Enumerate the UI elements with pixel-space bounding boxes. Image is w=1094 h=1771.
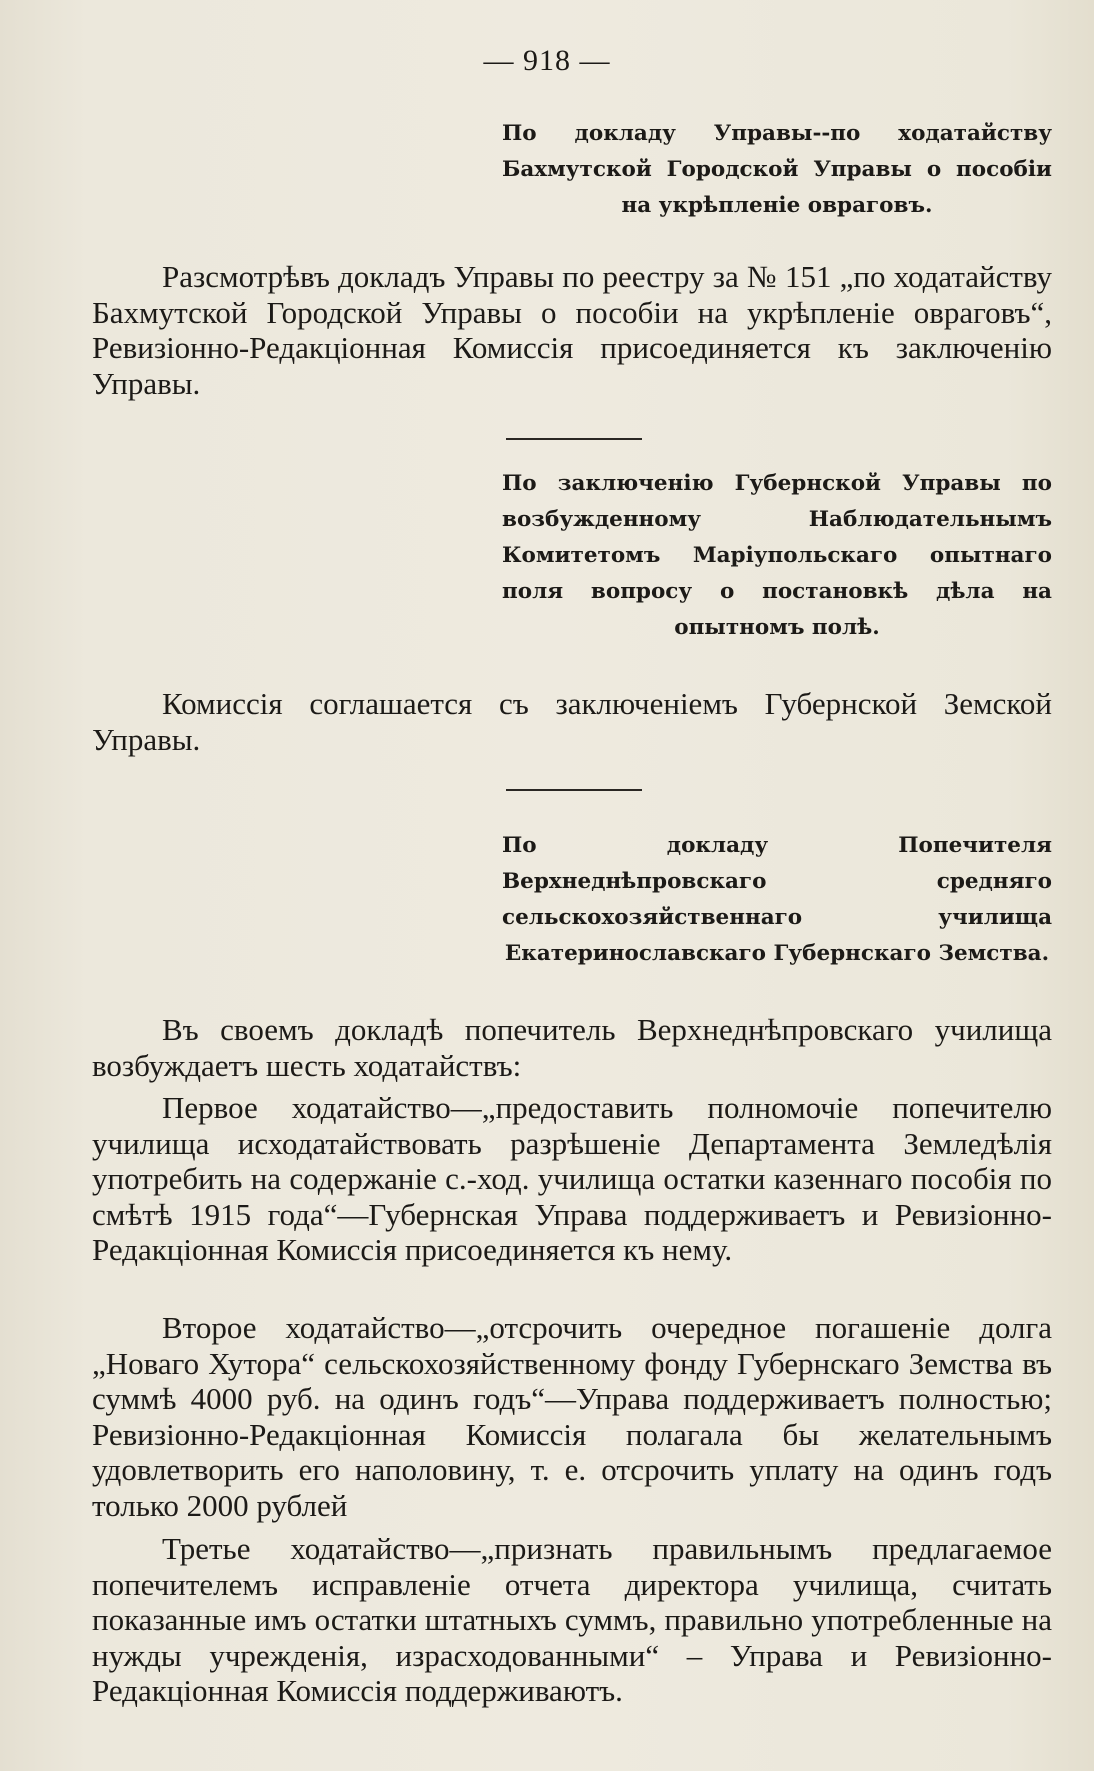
section-1-paragraph-1: Разсмотрѣвъ докладъ Управы по реестру за № 151 „по ходатайству Бахмутской Городской Управы о пособіи на укрѣпленіе овраговъ“, Ревизіонно-Редакціонная Комиссія присоединяется къ заключенію Управы. [92,259,1052,401]
section-3-paragraph-3: Второе ходатайство—„отсрочить очередное погашеніе долга „Новаго Хутора“ сельскохозяйственному фонду Губернскаго Земства въ суммѣ 4000 руб. на одинъ годъ“—Управа поддерживаетъ полностью; Ревизіонно-Редакціонная Комиссія полагала бы желательнымъ удовлетворить его наполовину, т. е. отсрочить уплату на одинъ годъ только 2000 рублей [92,1310,1052,1523]
section-3-paragraph-2: Первое ходатайство—„предоставить полномочіе попечителю училища исходатайствовать разрѣшеніе Департамента Земледѣлія употребить на содержаніе с.-ход. училища остатки казеннаго пособія по смѣтѣ 1915 года“—Губернская Управа поддерживаетъ и Ревизіонно-Редакціонная Комиссія присоединяется къ нему. [92,1090,1052,1267]
section-divider-2 [506,789,642,791]
section-2-paragraph-1: Комиссія соглашается съ заключеніемъ Губернской Земской Управы. [92,686,1052,757]
section-heading-3: По докладу Попечителя Верхнеднѣпровскаго средняго сельскохозяйственнаго училища Екатеринославскаго Губернскаго Земства. [502,833,1052,966]
page-number: — 918 — [483,44,611,77]
section-divider-1 [506,438,642,440]
section-3-paragraph-4: Третье ходатайство—„признать правильнымъ предлагаемое попечителемъ исправленіе отчета директора училища, считать показанные имъ остатки штатныхъ суммъ, правильно употребленные на нужды учрежденія, израсходованными“ – Управа и Ревизіонно-Редакціонная Комиссія поддерживаютъ. [92,1531,1052,1708]
section-3-paragraph-1: Въ своемъ докладѣ попечитель Верхнеднѣпровскаго училища возбуждаетъ шесть ходатайствъ: [92,1012,1052,1083]
section-heading-2: По заключенію Губернской Управы по возбужденному Наблюдательнымъ Комитетомъ Маріупольскаго опытнаго поля вопросу о постановкѣ дѣла на опытномъ полѣ. [502,471,1052,640]
section-heading-1: По докладу Управы--по ходатайству Бахмутской Городской Управы о пособіи на укрѣпленіе овраговъ. [502,121,1052,218]
